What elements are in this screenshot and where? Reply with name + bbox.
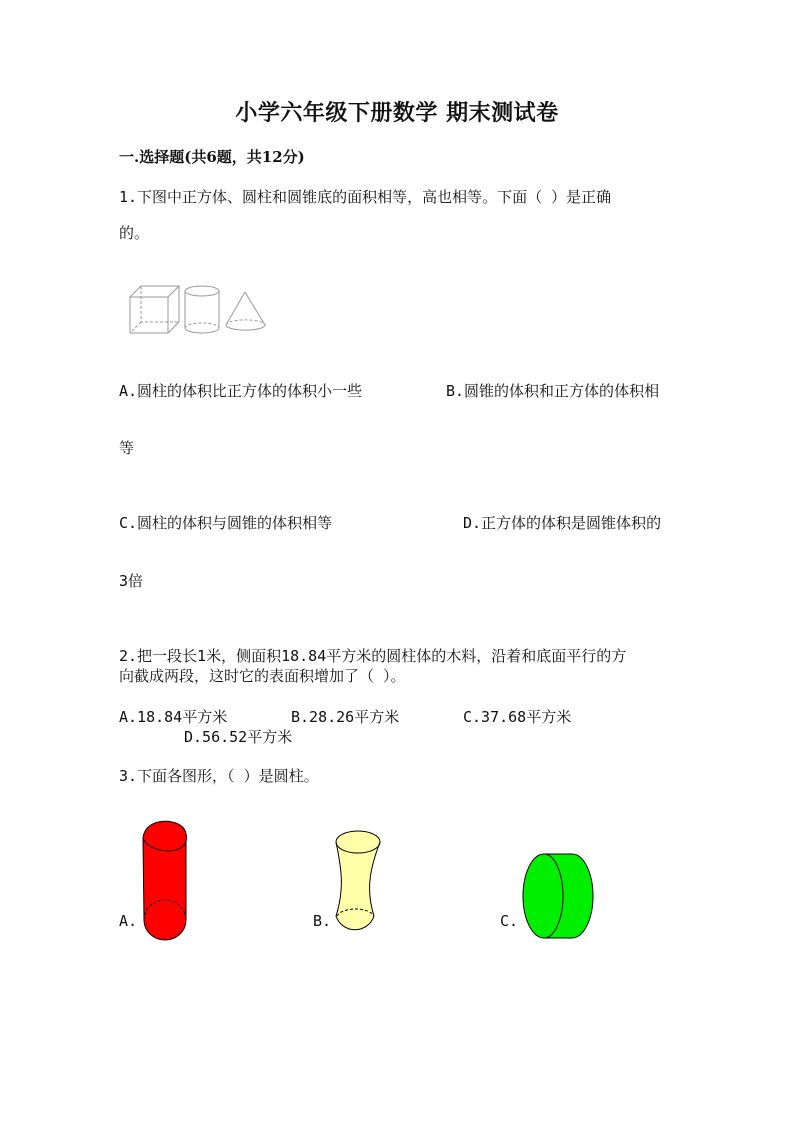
cube-side-face [168, 286, 179, 333]
question-1-option-b[interactable]: B.圆锥的体积和正方体的体积相 [446, 382, 660, 400]
question-2-option-a[interactable]: A.18.84平方米 [119, 708, 228, 726]
question-1-option-b-wrap: 等 [119, 439, 135, 457]
solids-figure [128, 280, 278, 340]
red-cylinder-body [143, 821, 186, 940]
cone-base-back [226, 320, 265, 325]
question-3-option-a-label[interactable]: A. [119, 912, 138, 930]
question-3-option-b-label[interactable]: B. [313, 912, 332, 930]
red-slanted-cylinder-figure[interactable] [140, 820, 190, 945]
question-2-text-line1: 2.把一段长1米，侧面积18.84平方米的圆柱体的木料，沿着和底面平行的方 [119, 647, 627, 665]
cylinder-top [185, 286, 219, 296]
question-1-option-d-wrap: 3倍 [119, 572, 144, 590]
cone-base-front [226, 325, 265, 330]
question-1-option-d[interactable]: D.正方体的体积是圆锥体积的 [463, 514, 662, 532]
yellow-hourglass-figure[interactable] [333, 828, 383, 943]
question-2-text-line2: 向截成两段，这时它的表面积增加了（ ）。 [119, 667, 406, 685]
question-1-text-line1: 1.下图中正方体、圆柱和圆锥底的面积相等，高也相等。下面（ ）是正确 [119, 188, 612, 206]
page-title: 小学六年级下册数学 期末测试卷 [235, 100, 559, 126]
cube-top-face [130, 286, 179, 297]
question-3-text: 3.下面各图形，（ ）是圆柱。 [119, 767, 319, 785]
question-2-option-c[interactable]: C.37.68平方米 [463, 708, 572, 726]
question-1-option-c[interactable]: C.圆柱的体积与圆锥的体积相等 [119, 514, 333, 532]
cylinder-bottom-front [185, 328, 219, 333]
green-short-cylinder-figure[interactable] [521, 853, 596, 939]
yellow-shape-body [336, 831, 380, 930]
question-3-option-c-label[interactable]: C. [500, 912, 519, 930]
question-1-option-a[interactable]: A.圆柱的体积比正方体的体积小一些 [119, 382, 363, 400]
section-heading: 一.选择题(共6题，共12分) [119, 148, 305, 166]
question-2-option-b[interactable]: B.28.26平方米 [291, 708, 400, 726]
question-2-option-d[interactable]: D.56.52平方米 [184, 728, 293, 746]
cylinder-bottom-back [185, 323, 219, 328]
question-1-text-line2: 的。 [119, 224, 150, 242]
